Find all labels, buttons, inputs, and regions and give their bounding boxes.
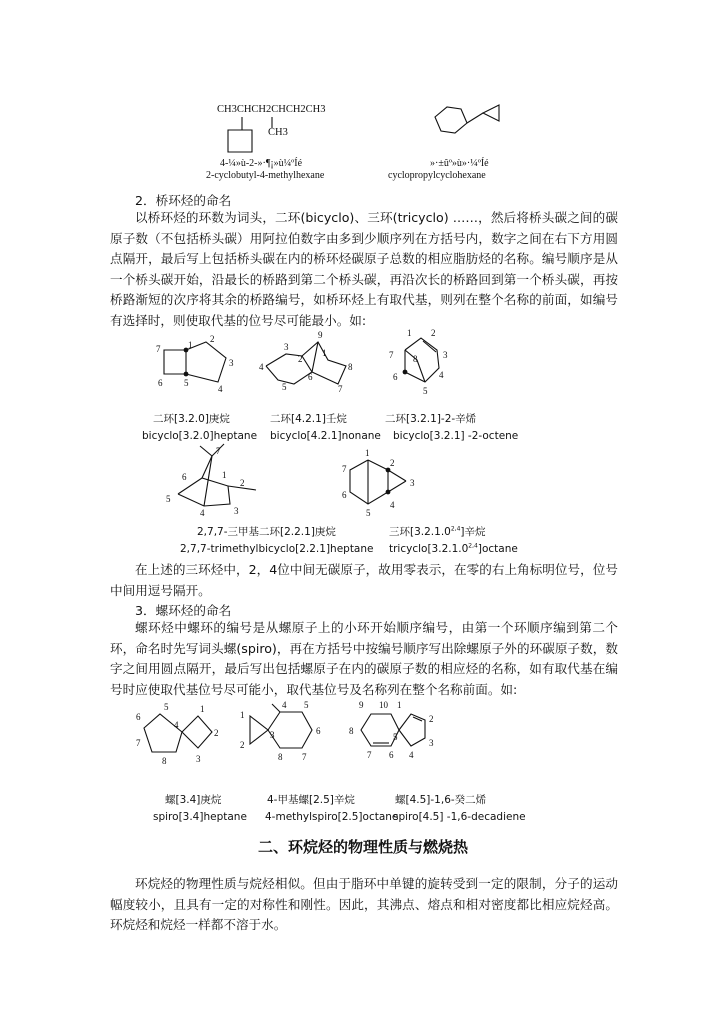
svg-text:5: 5	[166, 494, 171, 504]
svg-text:1: 1	[200, 704, 205, 714]
svg-text:4: 4	[282, 700, 287, 710]
svg-text:1: 1	[322, 348, 327, 358]
svg-text:2: 2	[298, 354, 303, 364]
spiro-en-2: 4-methylspiro[2.5]octane	[265, 811, 399, 823]
svg-text:5: 5	[164, 702, 169, 712]
svg-text:9: 9	[359, 700, 364, 710]
methylspiro-octane-structure	[238, 698, 338, 773]
row2-cn-1: 2,7,7-三甲基二环[2.2.1]庚烷	[197, 526, 336, 538]
bicyclo-paragraph: 以桥环烃的环数为词头，二环(bicyclo)、三环(tricyclo) ……，然后将桥头碳之间的碳原子数（不包括桥头碳）用阿拉伯数字由多到少顺序列在方括号内，数字之间在右下方用圆点隔开，最后写上包括桥头碳在内的桥环烃碳原子总数的相应脂肪烃的名称。编号顺序是从一个桥头碳开始，沿最长的桥路到第二个桥头碳，再沿次长的桥路回到第一个桥头碳，再按桥路渐短的次序将其余的桥路编号，如桥环烃上有取代基，则列在整个名称的前面，如编号有选择时，则使取代基的位号尽可能最小。如:	[110, 210, 618, 328]
svg-text:1: 1	[240, 710, 245, 720]
trimethylbicycloheptane-structure	[160, 442, 270, 517]
bicyclo-heading: 2．桥环烃的命名	[135, 193, 232, 208]
svg-text:2: 2	[240, 478, 245, 488]
cyclopropylcyclohexane-structure	[425, 95, 535, 155]
bicyclo-321-octene-structure	[385, 328, 465, 398]
spiro-cn-1: 螺[3.4]庚烷	[165, 794, 222, 806]
svg-text:7: 7	[342, 464, 347, 474]
svg-text:1: 1	[222, 470, 227, 480]
row2-en-2-post: ]octane	[477, 543, 518, 555]
spiro-heading: 3．螺环烃的命名	[135, 603, 232, 618]
tricyclooctane-structure	[340, 448, 420, 518]
chain-formula: CH3CHCH2CHCH2CH3	[217, 104, 326, 115]
row1-cn-2: 二环[4.2.1]壬烷	[270, 413, 347, 425]
svg-text:6: 6	[136, 712, 141, 722]
svg-text:2: 2	[429, 714, 434, 724]
row2-cn-2-post: ]辛烷	[460, 526, 486, 538]
svg-text:3: 3	[443, 350, 448, 360]
row2-en-2-sup: 2,4	[468, 542, 478, 550]
svg-text:1: 1	[407, 328, 412, 338]
row2-cn-2	[389, 524, 486, 539]
top-left-english-name: 2-cyclobutyl-4-methylhexane	[206, 170, 325, 181]
svg-text:5: 5	[184, 378, 189, 388]
svg-text:5: 5	[423, 386, 428, 396]
svg-text:2: 2	[214, 728, 219, 738]
svg-text:6: 6	[342, 490, 347, 500]
svg-text:3: 3	[229, 358, 234, 368]
bicyclo-421-nonane-structure	[258, 328, 368, 398]
svg-text:5: 5	[393, 732, 398, 742]
top-left-garbled-name: 4-¼»ù-2-»·¶¡»ù¼ºÍé	[220, 158, 303, 169]
tricyclo-note: 在上述的三环烃中，2，4位中间无碳原子，故用零表示，在零的右上角标明位号，位号中间用逗号隔开。	[110, 562, 618, 598]
spiro-decadiene-structure	[345, 700, 445, 770]
top-right-english-name: cyclopropylcyclohexane	[388, 170, 486, 181]
svg-text:6: 6	[316, 726, 321, 736]
svg-text:4: 4	[174, 720, 179, 730]
svg-text:3: 3	[196, 754, 201, 764]
svg-text:5: 5	[304, 700, 309, 710]
svg-text:8: 8	[278, 752, 283, 762]
svg-text:7: 7	[302, 752, 307, 762]
section-two-title: 二、环烷烃的物理性质与燃烧热	[258, 838, 469, 856]
svg-text:1: 1	[365, 448, 370, 458]
svg-text:10: 10	[379, 700, 388, 710]
svg-text:5: 5	[366, 508, 371, 518]
svg-text:4: 4	[200, 508, 205, 517]
svg-text:3: 3	[270, 730, 275, 740]
spiro-34-heptane-structure	[130, 700, 230, 770]
svg-text:3: 3	[410, 478, 415, 488]
svg-text:8: 8	[162, 756, 167, 766]
svg-text:2: 2	[390, 458, 395, 468]
spiro-en-1: spiro[3.4]heptane	[153, 811, 247, 823]
row2-cn-2-sup: 2,4	[450, 525, 461, 533]
svg-text:5: 5	[282, 382, 287, 392]
row2-en-2	[389, 543, 518, 555]
row1-en-2: bicyclo[4.2.1]nonane	[270, 430, 381, 442]
bicyclo-320-heptane-structure	[150, 330, 250, 400]
physical-properties-paragraph: 环烷烃的物理性质与烷烃相似。但由于脂环中单键的旋转受到一定的限制，分子的运动幅度较小，且具有一定的对称性和刚性。因此，其沸点、熔点和相对密度都比相应烷烃高。环烷烃和烷烃一样都不溶于水。	[110, 876, 618, 932]
svg-text:6: 6	[393, 372, 398, 382]
svg-text:8: 8	[349, 726, 354, 736]
svg-text:7: 7	[389, 350, 394, 360]
spiro-cn-2: 4-甲基螺[2.5]辛烷	[267, 794, 355, 806]
svg-text:2: 2	[240, 740, 245, 750]
row1-cn-1: 二环[3.2.0]庚烷	[153, 413, 230, 425]
svg-text:1: 1	[397, 700, 402, 710]
row1-cn-3: 二环[3.2.1]-2-辛烯	[385, 413, 477, 425]
row2-en-2-pre: tricyclo[3.2.1.0	[389, 543, 469, 555]
svg-text:2: 2	[210, 334, 215, 344]
svg-text:7: 7	[156, 344, 161, 354]
svg-text:6: 6	[158, 378, 163, 388]
spiro-en-3: spiro[4.5] -1,6-decadiene	[393, 811, 526, 823]
svg-text:6: 6	[308, 372, 313, 382]
svg-text:4: 4	[259, 362, 264, 372]
svg-text:9: 9	[318, 330, 323, 340]
svg-text:4: 4	[439, 370, 444, 380]
svg-text:8: 8	[413, 354, 418, 364]
svg-text:7: 7	[338, 384, 343, 394]
svg-text:4: 4	[409, 750, 414, 760]
spiro-cn-3: 螺[4.5]-1,6-癸二烯	[395, 794, 487, 806]
svg-text:1: 1	[188, 340, 193, 350]
svg-text:3: 3	[284, 342, 289, 352]
svg-text:7: 7	[216, 446, 221, 456]
svg-text:2: 2	[431, 328, 436, 338]
top-right-garbled-name: »·±ûº»ù»·¼ºÍé	[430, 158, 489, 169]
row1-en-1: bicyclo[3.2.0]heptane	[142, 430, 258, 442]
row2-en-1: 2,7,7-trimethylbicyclo[2.2.1]heptane	[180, 543, 374, 555]
svg-text:6: 6	[182, 472, 187, 482]
svg-text:3: 3	[234, 506, 239, 516]
svg-text:8: 8	[348, 362, 353, 372]
methyl-label: CH3	[268, 127, 288, 138]
svg-text:4: 4	[390, 500, 395, 510]
spiro-paragraph: 螺环烃中螺环的编号是从螺原子上的小环开始顺序编号，由第一个环顺序编到第二个环，命名时先写词头螺(spiro)，再在方括号中按编号顺序写出除螺原子外的环碳原子数，数字之间用圆点隔开，最后写出包括螺原子在内的碳原子数的相应烃的名称，如有取代基在编号时应使取代基位号尽可能小，取代基位号及名称列在整个名称前面。如:	[110, 620, 618, 697]
svg-text:7: 7	[136, 738, 141, 748]
svg-text:7: 7	[367, 750, 372, 760]
svg-text:3: 3	[429, 738, 434, 748]
row2-cn-2-pre: 三环[3.2.1.0	[389, 526, 451, 538]
row1-en-3: bicyclo[3.2.1] -2-octene	[393, 430, 519, 442]
svg-text:4: 4	[218, 384, 223, 394]
svg-text:6: 6	[389, 750, 394, 760]
